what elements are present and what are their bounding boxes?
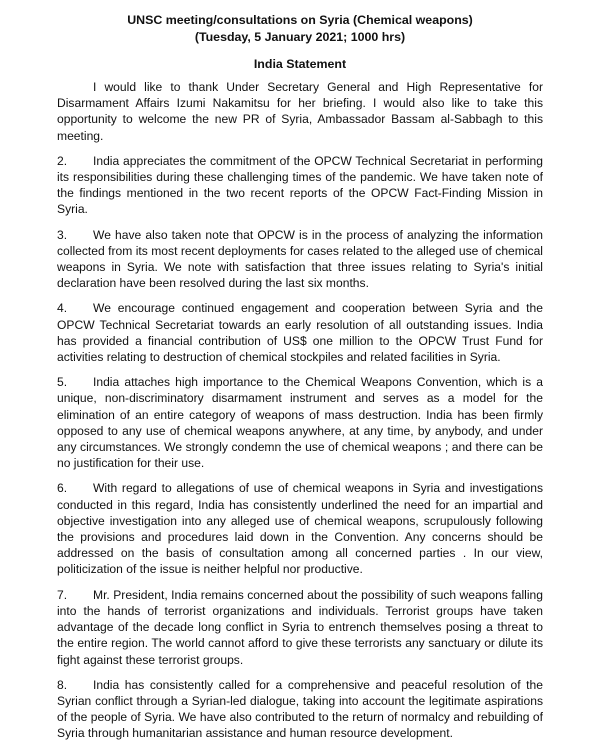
- paragraph-text: We encourage continued engagement and cooperation between Syria and the OPCW Technical Secretariat towards an early resolution of all outstanding issues. India has provided a financial contribution of US$ one million to the OPCW Trust Fund for activities relating to destruction of chemical stockpiles and related facilities in Syria.: [57, 301, 543, 365]
- document-subtitle: (Tuesday, 5 January 2021; 1000 hrs): [194, 30, 406, 44]
- paragraph-number: 6.: [57, 481, 68, 496]
- paragraph-7: [57, 587, 543, 668]
- paragraph-text: India attaches high importance to the Chemical Weapons Convention, which is a unique, non-discriminatory disarmament instrument and serves as a model for the elimination of an entire category of weapons of mass destruction. India has been firmly opposed to any use of chemical weapons anywhere, at any time, by anybody, and under any circumstances. We strongly condemn the use of chemical weapons ; and there can be no justification for their use.: [57, 375, 543, 471]
- paragraph-number: 8.: [57, 677, 68, 692]
- paragraph-text: We have also taken note that OPCW is in the process of analyzing the information collected from its most recent deployments for cases related to the alleged use of chemical weapons in Syria. We note with satisfaction that three issues relating to Syria's initial declaration have been resolved during the last six months.: [57, 227, 543, 291]
- paragraph-number: 4.: [57, 301, 68, 316]
- paragraph-text: India has consistently called for a comprehensive and peaceful resolution of the Syrian conflict through a Syrian-led dialogue, taking into account the legitimate aspirations of the people of Syria. We have also contributed to the return of normalcy and rebuilding of Syria through humanitarian assistance and human resource development.: [57, 677, 543, 741]
- paragraph-2: [57, 153, 543, 218]
- paragraph-5: [57, 374, 543, 471]
- statement-heading: India Statement: [253, 57, 347, 71]
- paragraph-3: [57, 227, 543, 292]
- document-title: UNSC meeting/consultations on Syria (Chemical weapons): [127, 13, 473, 27]
- paragraph-6: [57, 480, 543, 577]
- paragraph-text: With regard to allegations of use of chemical weapons in Syria and investigations conducted in this regard, India has consistently underlined the need for an impartial and objective investigation into any alleged use of chemical weapons, scrupulously following the provisions and procedures laid down in the Convention. Any concerns should be addressed on the basis of consultation among all concerned parties . In our view, politicization of the issue is neither helpful nor productive.: [57, 481, 543, 577]
- intro-paragraph: I would like to thank Under Secretary General and High Representative for Disarmament Affairs Izumi Nakamitsu for her briefing. I would also like to take this opportunity to welcome the new PR of Syria, Ambassador Bassam al-Sabbagh to this meeting.: [57, 80, 543, 143]
- paragraph-number: 7.: [57, 587, 68, 602]
- paragraph-text: Mr. President, India remains concerned about the possibility of such weapons falling into the hands of terrorist organizations and individuals. Terrorist groups have taken advantage of the decade long conflict in Syria to entrench themselves posing a threat to the entire region. The world cannot afford to give these terrorists any sanctuary or dilute its fight against these terrorist groups.: [57, 587, 543, 667]
- paragraph-8: [57, 677, 543, 742]
- paragraph-4: [57, 300, 543, 365]
- paragraph-number: 3.: [57, 227, 68, 242]
- paragraph-number: 5.: [57, 375, 68, 390]
- paragraph-number: 2.: [57, 153, 68, 168]
- paragraph-text: India appreciates the commitment of the OPCW Technical Secretariat in performing its responsibilities during these challenging times of the pandemic. We have taken note of the findings mentioned in the two recent reports of the OPCW Fact-Finding Mission in Syria.: [57, 153, 543, 217]
